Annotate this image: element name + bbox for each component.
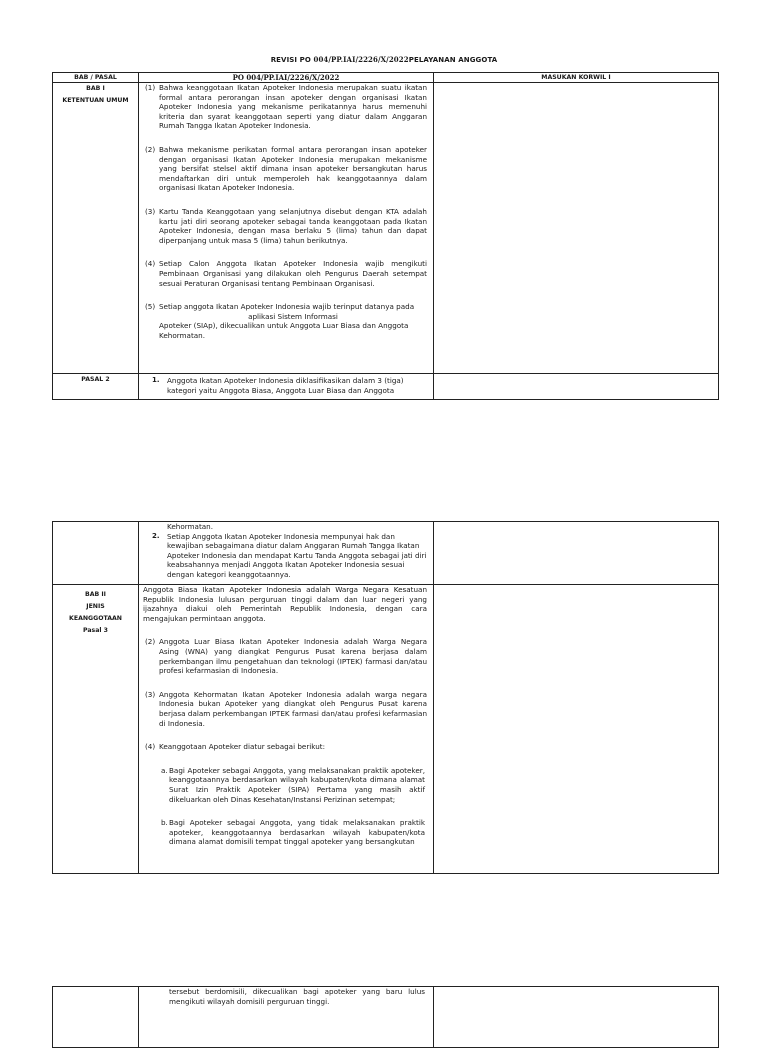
bab2-item-4: (4) Keanggotaan Apoteker diatur sebagai berikut:: [145, 742, 326, 752]
bab1-item-3: (3) Kartu Tanda Keanggotaan yang selanjutnya disebut dengan KTA adalah kartu jati diri seorang apoteker sebagai tanda keanggotaan pada Ikatan Apoteker Indonesia, dengan masa berlaku 5 (lima) tahun dan dapat diperpanjang untuk masa 5 (lima) tahun berikutnya.: [145, 206, 427, 245]
pasal2-item-1: 1. Anggota Ikatan Apoteker Indonesia diklasifikasikan dalam 3 (tiga) kategori yaitu Anggota Biasa, Anggota Luar Biasa dan Anggota: [152, 376, 404, 395]
bab2-title-2: KEANGGOTAAN: [69, 615, 122, 622]
header-po: PO 004/PP.IAI/2226/X/2022: [139, 73, 434, 83]
revision-table-page3: [52, 986, 719, 1048]
pasal2-cont-masukan-cell: [434, 522, 719, 585]
table-row-pasal2-continued: [53, 522, 719, 585]
revision-table-page1: [52, 72, 719, 400]
bab2-subitem-b: b. Bagi Apoteker sebagai Anggota, yang tidak melaksanakan praktik apoteker, keanggotaannya berdasarkan wilayah kabupaten/kota dimana alamat domisili tempat tinggal apoteker yang bersangkutan: [161, 818, 425, 847]
pasal2-cont-label-cell: [53, 522, 139, 585]
bab2-item-3: (3) Anggota Kehormatan Ikatan Apoteker Indonesia adalah warga negara Indonesia bukan Apoteker yang diangkat oleh Pengurus Pusat karena berjasa dalam perkembangan IPTEK farmasi dan/atau profesi kefarmasian di Indonesia.: [145, 689, 427, 728]
bab2-cont-content-cell: [139, 987, 434, 1048]
document-title: [0, 55, 768, 64]
bab2-cont-label-cell: [53, 987, 139, 1048]
pasal2-cont-content-cell: [139, 522, 434, 585]
title-code: 004/PP.IAI/2226/X/2022: [313, 55, 409, 64]
table-row-bab1: [53, 83, 719, 374]
bab1-item-5: (5) Setiap anggota Ikatan Apoteker Indonesia wajib terinput datanya pada aplikasi Sistem Informasi Apoteker (SIAp), dikecualikan untuk Anggota Luar Biasa dan Anggota Kehormatan.: [145, 302, 415, 340]
bab2-cont-masukan-cell: [434, 987, 719, 1048]
header-masukan: MASUKAN KORWIL I: [434, 73, 719, 83]
pasal2-continuation: Kehormatan.: [167, 522, 214, 531]
title-suffix: PELAYANAN ANGGOTA: [408, 56, 498, 64]
bab1-label: BAB I: [86, 85, 105, 92]
bab1-item-4: (4) Setiap Calon Anggota Ikatan Apoteker Indonesia wajib mengikuti Pembinaan Organisasi yang dilakukan oleh Pengurus Daerah setempat sesuai Peraturan Organisasi tentang Pembinaan Organisasi.: [145, 259, 427, 288]
pasal2-label-cell: [53, 374, 139, 400]
table-row-bab2-continued: [53, 987, 719, 1048]
revision-table-page2: [52, 521, 719, 874]
header-bab-pasal: BAB / PASAL: [53, 73, 139, 83]
pasal3-label: Pasal 3: [83, 627, 108, 634]
pasal2-content-cell: [139, 374, 434, 400]
bab2-subitem-b-continuation: tersebut berdomisili, dikecualikan bagi apoteker yang baru lulus mengikuti wilayah domisili perguruan tinggi.: [169, 987, 425, 1006]
title-prefix: REVISI PO: [270, 56, 314, 64]
bab1-title: KETENTUAN UMUM: [62, 97, 129, 104]
bab1-label-cell: [53, 83, 139, 374]
pasal2-label: PASAL 2: [81, 376, 110, 383]
bab2-label-cell: [53, 585, 139, 874]
bab2-content-cell: [139, 585, 434, 874]
bab1-item-1: (1) Bahwa keanggotaan Ikatan Apoteker Indonesia merupakan suatu ikatan formal antara perorangan insan apoteker dengan organisasi Ikatan Apoteker Indonesia yang mekanisme perikatannya harus memenuhi kriteria dan syarat keanggotaan seperti yang diatur dalam Anggaran Rumah Tangga Ikatan Apoteker Indonesia.: [145, 83, 427, 131]
table-header-row: [53, 73, 719, 83]
bab2-subitem-a: a. Bagi Apoteker sebagai Anggota, yang melaksanakan praktik apoteker, keanggotaannya berdasarkan wilayah kabupaten/kota dimana alamat Surat Izin Praktik Apoteker (SIPA) Pertama yang masih aktif dikeluarkan oleh Dinas Kesehatan/Instansi Perizinan setempat;: [161, 765, 425, 804]
bab2-label: BAB II: [85, 591, 106, 598]
table-row-bab2: [53, 585, 719, 874]
bab1-content-cell: [139, 83, 434, 374]
table-row-pasal2: [53, 374, 719, 400]
pasal2-item-2: 2. Setiap Anggota Ikatan Apoteker Indonesia mempunyai hak dan kewajiban sebagaimana diatur dalam Anggaran Rumah Tangga Ikatan Apoteker Indonesia dan mendapat Kartu Tanda Anggota sebagai jati diri keabsahannya menjadi Anggota Ikatan Apoteker Indonesia sesuai dengan kategori keanggotaannya.: [152, 531, 427, 579]
pasal2-masukan-cell: [434, 374, 719, 400]
bab2-masukan-cell: [434, 585, 719, 874]
bab2-item-2: (2) Anggota Luar Biasa Ikatan Apoteker Indonesia adalah Warga Negara Asing (WNA) yang diangkat Pengurus Pusat karena berjasa dalam perkembangan ilmu pengetahuan dan teknologi (IPTEK) farmasi dan/atau profesi kefarmasian di Indonesia.: [145, 637, 427, 676]
bab2-title-1: JENIS: [86, 603, 105, 610]
bab2-item-1: Anggota Biasa Ikatan Apoteker Indonesia adalah Warga Negara Kesatuan Republik Indonesia lulusan perguruan tinggi dalam dan luar negeri yang ijazahnya diakui oleh Pemerintah Republik Indonesia, dengan cara mengajukan permintaan anggota.: [143, 585, 427, 623]
bab1-item-2: (2) Bahwa mekanisme perikatan formal antara perorangan insan apoteker dengan organisasi Ikatan Apoteker Indonesia merupakan mekanisme yang bersifat stelsel aktif dimana insan apoteker bersangkutan harus mendaftarkan diri untuk memperoleh hak keanggotaannya dalam organisasi Ikatan Apoteker Indonesia.: [145, 144, 427, 193]
bab1-masukan-cell: [434, 83, 719, 374]
